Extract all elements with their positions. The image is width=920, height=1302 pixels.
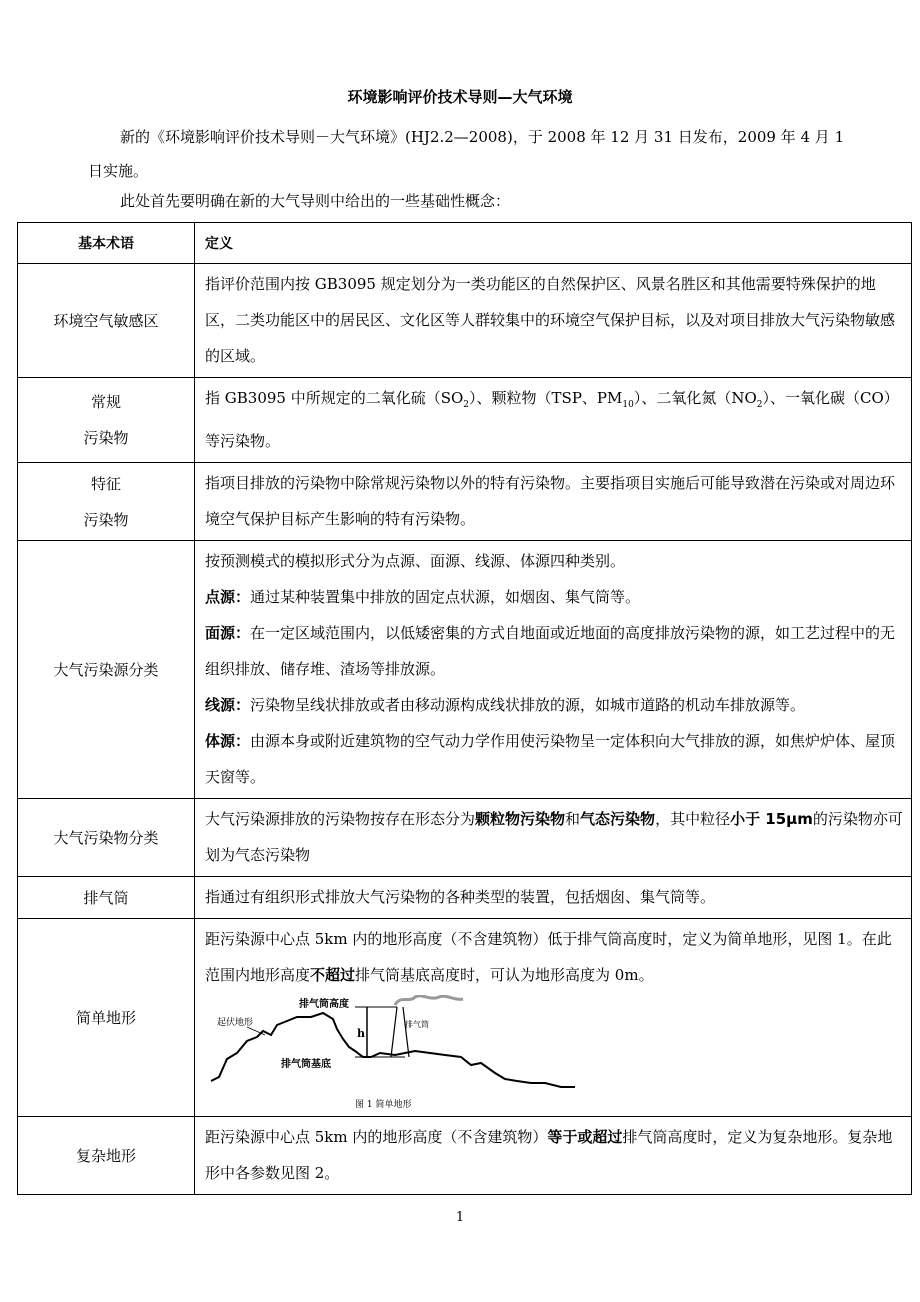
document-title: 环境影响评价技术导则—大气环境	[347, 88, 573, 106]
table-row	[18, 264, 912, 378]
term-cell: 简单地形	[18, 919, 195, 1117]
page-number: 1	[455, 1210, 465, 1225]
smoke-icon	[395, 996, 463, 1005]
figure-caption: 图 1 简单地形	[355, 1100, 412, 1110]
def-text: 大气污染源排放的污染物按存在形态分为	[205, 810, 476, 828]
emphasis-text: 颗粒物污染物	[475, 810, 566, 828]
def-text: 指 GB3095 中所规定的二氧化硫（SO	[205, 389, 464, 407]
table-row	[18, 1117, 912, 1195]
source-type-label: 点源：	[205, 588, 251, 606]
def-text: ）、颗粒物（TSP、PM	[469, 389, 623, 407]
definitions-table	[17, 222, 912, 1195]
header-term: 基本术语	[18, 223, 195, 264]
source-type-item	[205, 687, 903, 723]
def-intro: 按预测模式的模拟形式分为点源、面源、线源、体源四种类别。	[205, 552, 626, 570]
label-h: h	[357, 1027, 365, 1040]
def-text: 排气筒基底高度时，可认为地形高度为 0m。	[355, 966, 654, 984]
term-cell: 大气污染物分类	[18, 799, 195, 877]
table-row	[18, 378, 912, 463]
source-type-text: 污染物呈线状排放或者由移动源构成线状排放的源，如城市道路的机动车排放源等。	[250, 696, 806, 714]
source-type-label: 线源：	[205, 696, 251, 714]
term-line: 污染物	[83, 510, 129, 529]
table-header-row	[18, 223, 912, 264]
definition-cell: 指通过有组织形式排放大气污染物的各种类型的装置，包括烟囱、集气筒等。	[195, 877, 912, 919]
term-line: 特征	[90, 474, 121, 493]
definition-cell: 指项目排放的污染物中除常规污染物以外的特有污染物。主要指项目实施后可能导致潜在污染或对周边环境空气保护目标产生影响的特有污染物。	[195, 463, 912, 541]
table-row	[18, 799, 912, 877]
label-terrain: 起伏地形	[217, 1018, 254, 1028]
source-type-item	[205, 723, 903, 795]
emphasis-text: 等于或超过	[547, 1128, 623, 1146]
stack-icon	[391, 1007, 409, 1057]
def-text: 和	[565, 810, 581, 828]
term-cell: 复杂地形	[18, 1117, 195, 1195]
intro-paragraph: 新的《环境影响评价技术导则－大气环境》(HJ2.2—2008)，于 2008 年 12 月 31 日发布，2009 年 4 月 1 日实施。	[88, 128, 845, 180]
term-cell: 大气污染源分类	[18, 541, 195, 799]
source-type-item	[205, 615, 903, 687]
table-row	[18, 877, 912, 919]
subscript: 2	[756, 400, 763, 410]
source-type-label: 体源：	[205, 732, 251, 750]
def-text: 的污染物亦可划为气态污染物	[205, 810, 903, 864]
table-row	[18, 463, 912, 541]
term-line: 常规	[90, 393, 121, 411]
subscript: 10	[622, 400, 634, 410]
def-text: ，其中粒径	[655, 810, 731, 828]
term-cell: 环境空气敏感区	[18, 264, 195, 378]
def-text: 距污染源中心点 5km 内的地形高度（不含建筑物）低于排气筒高度时，定义为简单地形，见图 1。在此范围内地形高度	[205, 930, 892, 984]
def-text: ）、二氧化氮（NO	[633, 389, 757, 407]
definition-cell	[195, 541, 912, 799]
definition-cell: 指评价范围内按 GB3095 规定划分为一类功能区的自然保护区、风景名胜区和其他需要特殊保护的地区，二类功能区中的居民区、文化区等人群较集中的环境空气保护目标，以及对项目排放大气污染物敏感的区域。	[195, 264, 912, 378]
source-type-text: 通过某种装置集中排放的固定点状源，如烟囱、集气筒等。	[250, 588, 641, 606]
definition-cell	[195, 1117, 912, 1195]
emphasis-text: 不超过	[310, 966, 356, 984]
term-cell: 排气筒	[18, 877, 195, 919]
def-text: 距污染源中心点 5km 内的地形高度（不含建筑物）	[205, 1128, 548, 1146]
subscript: 2	[463, 400, 470, 410]
emphasis-text: 小于 15μm	[730, 810, 813, 828]
emphasis-text: 气态污染物	[580, 810, 656, 828]
table-row	[18, 919, 912, 1117]
label-stack: 排气筒	[405, 1020, 429, 1029]
definition-cell	[195, 919, 912, 1117]
simple-terrain-figure	[205, 995, 585, 1113]
definition-cell	[195, 378, 912, 463]
source-type-label: 面源：	[205, 624, 251, 642]
term-cell	[18, 378, 195, 463]
def-text: 排气筒高度时，定义为复杂地形。复杂地形中各参数见图 2。	[205, 1128, 893, 1182]
source-type-text: 由源本身或附近建筑物的空气动力学作用使污染物呈一定体积向大气排放的源，如焦炉炉体、屋顶天窗等。	[205, 732, 896, 786]
term-line: 污染物	[83, 429, 129, 447]
definition-cell	[195, 799, 912, 877]
terrain-outline	[211, 1013, 575, 1087]
term-cell	[18, 463, 195, 541]
source-type-item	[205, 579, 903, 615]
def-text: ）、一氧化碳（CO）等污染物。	[205, 389, 899, 450]
label-stack-height: 排气筒高度	[299, 999, 349, 1010]
def-text-block	[205, 921, 903, 993]
header-definition: 定义	[195, 223, 912, 264]
table-row	[18, 541, 912, 799]
intro-lead: 此处首先要明确在新的大气导则中给出的一些基础性概念：	[120, 192, 511, 210]
source-type-text: 在一定区域范围内，以低矮密集的方式自地面或近地面的高度排放污染物的源，如工艺过程中的无组织排放、储存堆、渣场等排放源。	[205, 624, 896, 678]
label-stack-base: 排气筒基底	[281, 1059, 331, 1070]
